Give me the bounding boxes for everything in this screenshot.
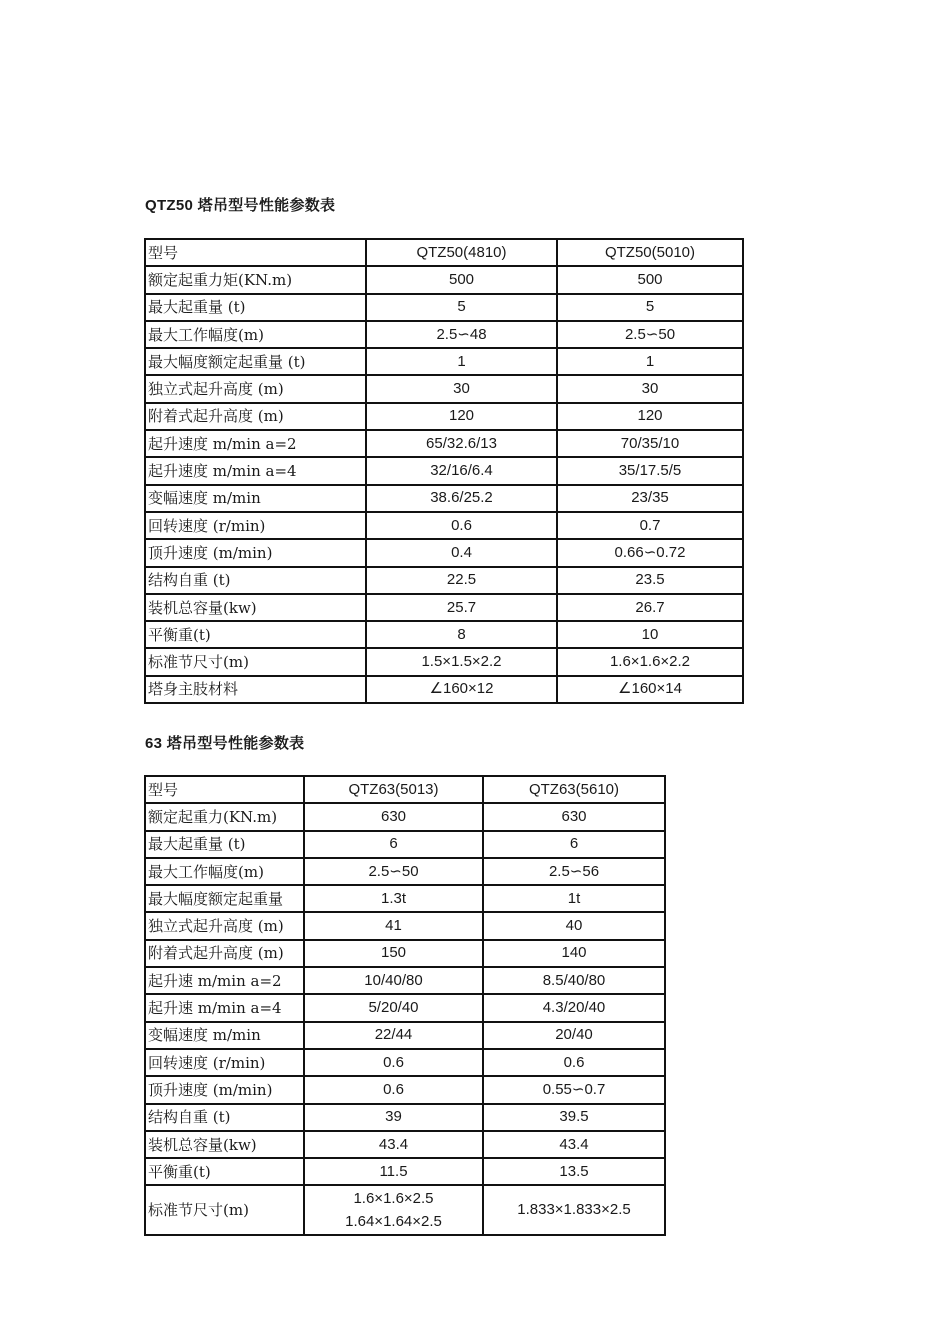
value-cell: 1.6×1.6×2.2 (558, 649, 742, 676)
table-row (146, 595, 742, 622)
parameter-cell: 装机总容量(kw) (146, 595, 367, 622)
table-row (146, 513, 742, 540)
table-row (146, 677, 742, 702)
table-row (146, 431, 742, 458)
value-cell: 150 (305, 941, 484, 968)
table-row (146, 486, 742, 513)
value-cell: 0.55∽0.7 (484, 1077, 664, 1104)
value-cell: 35/17.5/5 (558, 458, 742, 485)
parameter-cell: 最大幅度额定起重量 (t) (146, 349, 367, 376)
value-cell: 2.5∽48 (367, 322, 558, 349)
value-cell: 8 (367, 622, 558, 649)
value-cell: 30 (558, 376, 742, 403)
table-row (146, 941, 664, 968)
value-cell: 630 (305, 804, 484, 831)
value-cell: 26.7 (558, 595, 742, 622)
table-row (146, 1186, 664, 1234)
parameter-cell: 起升速 m/min a=4 (146, 995, 305, 1022)
parameter-cell: 顶升速度 (m/min) (146, 1077, 305, 1104)
value-cell: 30 (367, 376, 558, 403)
value-cell: ∠160×14 (618, 680, 682, 698)
parameter-cell: 额定起重力矩(KN.m) (146, 267, 367, 294)
header-row (146, 777, 664, 804)
value-cell: 40 (484, 913, 664, 940)
value-line: 1.6×1.6×2.5 (353, 1190, 434, 1208)
table-row (146, 458, 742, 485)
parameter-cell: 最大工作幅度(m) (146, 322, 367, 349)
value-cell: 1 (367, 349, 558, 376)
table-row (146, 1132, 664, 1159)
parameter-cell: 平衡重(t) (146, 1159, 305, 1186)
table-row (146, 1023, 664, 1050)
table-row (146, 1050, 664, 1077)
value-cell: 2.5∽50 (305, 859, 484, 886)
value-cell: 0.6 (484, 1050, 664, 1077)
table-row (146, 1077, 664, 1104)
value-cell: 1.3t (305, 886, 484, 913)
parameter-cell: 装机总容量(kw) (146, 1132, 305, 1159)
value-line: 1.64×1.64×2.5 (345, 1213, 442, 1231)
parameter-cell: 标准节尺寸(m) (146, 1186, 305, 1234)
value-cell: 0.6 (305, 1050, 484, 1077)
parameter-cell: 结构自重 (t) (146, 1105, 305, 1132)
value-cell: 120 (367, 404, 558, 431)
parameter-cell: 起升速度 m/min a=4 (146, 458, 367, 485)
parameter-cell: 最大起重量 (t) (146, 832, 305, 859)
table-row (146, 376, 742, 403)
parameter-cell: 额定起重力(KN.m) (146, 804, 305, 831)
value-cell: 70/35/10 (558, 431, 742, 458)
table-row (146, 540, 742, 567)
parameter-cell: 顶升速度 (m/min) (146, 540, 367, 567)
table-row (146, 349, 742, 376)
value-cell: 2.5∽50 (558, 322, 742, 349)
table-row (146, 995, 664, 1022)
value-cell: 13.5 (484, 1159, 664, 1186)
value-cell: 0.4 (367, 540, 558, 567)
value-cell: 43.4 (484, 1132, 664, 1159)
table-row (146, 886, 664, 913)
parameter-cell: 变幅速度 m/min (146, 486, 367, 513)
table-row (146, 832, 664, 859)
parameter-cell: 最大起重量 (t) (146, 295, 367, 322)
table-row (146, 568, 742, 595)
value-cell: 1.833×1.833×2.5 (517, 1201, 631, 1219)
value-cell: 22.5 (367, 568, 558, 595)
spec-table-qtz63 (144, 775, 666, 1236)
value-cell: 32/16/6.4 (367, 458, 558, 485)
table-title-qtz63: 63 塔吊型号性能参数表 (145, 735, 305, 752)
value-cell: 5/20/40 (305, 995, 484, 1022)
table-row (146, 859, 664, 886)
value-cell (305, 1186, 484, 1234)
value-cell: 41 (305, 913, 484, 940)
table-row (146, 322, 742, 349)
value-cell: 4.3/20/40 (484, 995, 664, 1022)
value-cell: 500 (367, 267, 558, 294)
model-header-cell: QTZ50(4810) (367, 240, 558, 267)
parameter-cell: 回转速度 (r/min) (146, 513, 367, 540)
parameter-cell: 最大幅度额定起重量 (146, 886, 305, 913)
parameter-cell: 平衡重(t) (146, 622, 367, 649)
parameter-cell: 塔身主肢材料 (146, 677, 367, 702)
value-cell: 10/40/80 (305, 968, 484, 995)
value-cell: 39 (305, 1105, 484, 1132)
parameter-cell: 回转速度 (r/min) (146, 1050, 305, 1077)
table-row (146, 968, 664, 995)
table-title-qtz50: QTZ50 塔吊型号性能参数表 (145, 197, 336, 214)
model-header-cell: QTZ50(5010) (558, 240, 742, 267)
value-cell: 38.6/25.2 (367, 486, 558, 513)
table-row (146, 1105, 664, 1132)
table-row (146, 295, 742, 322)
table-row (146, 649, 742, 676)
table-row (146, 404, 742, 431)
header-label-cell: 型号 (146, 240, 367, 267)
value-cell: 0.66∽0.72 (558, 540, 742, 567)
parameter-cell: 最大工作幅度(m) (146, 859, 305, 886)
value-cell: 5 (558, 295, 742, 322)
parameter-cell: 变幅速度 m/min (146, 1023, 305, 1050)
value-cell: 23/35 (558, 486, 742, 513)
value-cell: 65/32.6/13 (367, 431, 558, 458)
value-cell: 20/40 (484, 1023, 664, 1050)
value-cell: 2.5∽56 (484, 859, 664, 886)
parameter-cell: 结构自重 (t) (146, 568, 367, 595)
model-header-cell: QTZ63(5013) (305, 777, 484, 804)
parameter-cell: 起升速 m/min a=2 (146, 968, 305, 995)
table-row (146, 1159, 664, 1186)
value-cell: 6 (305, 832, 484, 859)
parameter-cell: 附着式起升高度 (m) (146, 941, 305, 968)
value-cell: 22/44 (305, 1023, 484, 1050)
value-cell: 120 (558, 404, 742, 431)
value-cell: 8.5/40/80 (484, 968, 664, 995)
parameter-cell: 起升速度 m/min a=2 (146, 431, 367, 458)
value-cell: 6 (484, 832, 664, 859)
table-row (146, 622, 742, 649)
header-row (146, 240, 742, 267)
value-cell: ∠160×12 (367, 677, 558, 702)
value-cell: 0.7 (558, 513, 742, 540)
parameter-cell: 独立式起升高度 (m) (146, 376, 367, 403)
parameter-cell: 标准节尺寸(m) (146, 649, 367, 676)
value-cell: 43.4 (305, 1132, 484, 1159)
model-header-cell: QTZ63(5610) (484, 777, 664, 804)
value-cell: 23.5 (558, 568, 742, 595)
value-cell: 1 (558, 349, 742, 376)
table-row (146, 804, 664, 831)
value-cell: 1.5×1.5×2.2 (367, 649, 558, 676)
table-row (146, 267, 742, 294)
value-cell: 1t (484, 886, 664, 913)
value-cell: 0.6 (367, 513, 558, 540)
value-cell: 630 (484, 804, 664, 831)
table-row (146, 913, 664, 940)
value-cell: 0.6 (305, 1077, 484, 1104)
value-cell: 5 (367, 295, 558, 322)
value-cell: 25.7 (367, 595, 558, 622)
parameter-cell: 独立式起升高度 (m) (146, 913, 305, 940)
value-cell: 39.5 (484, 1105, 664, 1132)
value-cell: 11.5 (305, 1159, 484, 1186)
header-label-cell: 型号 (146, 777, 305, 804)
parameter-cell: 附着式起升高度 (m) (146, 404, 367, 431)
value-cell: 10 (558, 622, 742, 649)
spec-table-qtz50 (144, 238, 744, 704)
value-cell: 140 (484, 941, 664, 968)
value-cell: 500 (558, 267, 742, 294)
